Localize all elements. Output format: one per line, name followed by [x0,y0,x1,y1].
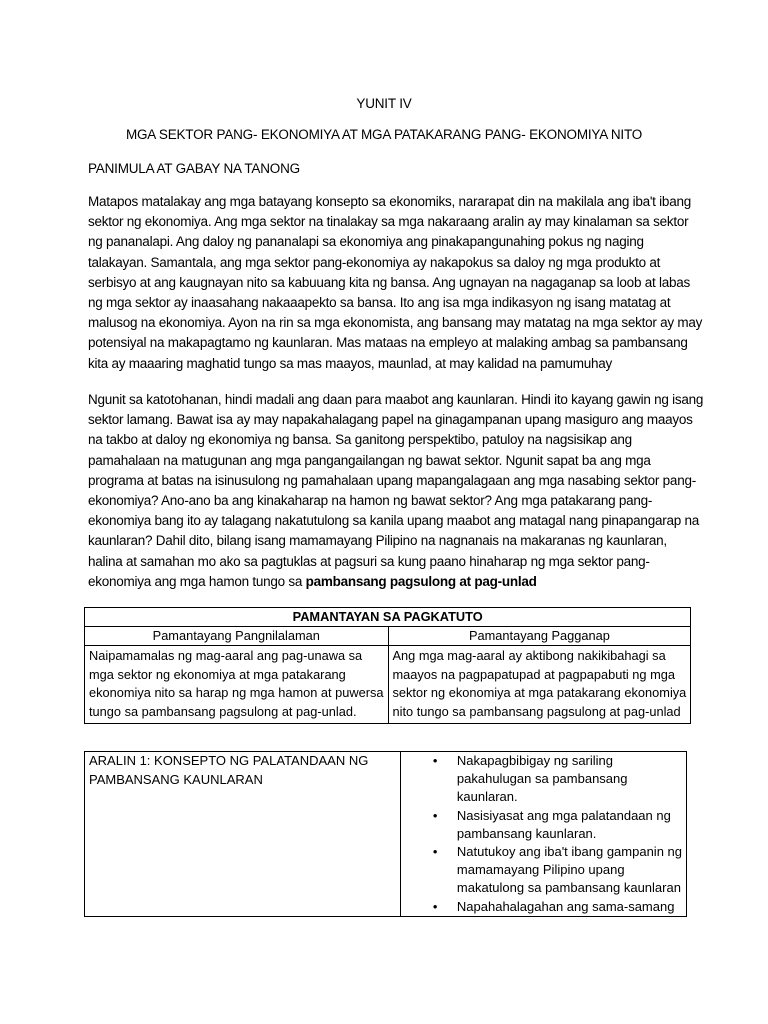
paragraph-line: ng pananalapi. Ang daloy ng pananalapi sa ekonomiya ang pinakapangunahing pokus ng naging [88,234,644,250]
lesson-objectives-cell [400,752,686,917]
content-standard-cell [85,646,389,724]
objective-line: makatulong sa pambansang kaunlaran [456,880,681,896]
objective-line: Nasisiyasat ang mga palatandaan ng [456,807,671,823]
cell-line: maayos na pagpapatupad at pagpapabuti ng mga [392,666,675,682]
cell-line: Ang mga mag-aaral ay aktibong nakikibahagi sa [392,648,666,663]
objective-line: pambansang kaunlaran. [456,825,597,841]
learning-standards-table [84,607,691,724]
second-paragraph [88,390,704,592]
paragraph-line: sektor ng ekonomiya. Ang mga sektor na tinalakay sa mga nakaraang aralin ay may kinalaman sa sektor [88,214,689,230]
paragraph-last-line [88,572,688,592]
performance-standard-header: Pamantayang Pagganap [388,627,691,646]
paragraph-line: Matapos matalakay ang mga batayang konsepto sa ekonomiks, nararapat din na makilala ang iba't ibang [88,194,691,209]
lesson-title-line: ARALIN 1: KONSEPTO NG PALATANDAAN NG [89,753,369,768]
objective-item [432,807,682,843]
objectives-list [405,752,682,916]
content-standard-header: Pamantayang Pangnilalaman [85,627,389,646]
cell-line: Naipamamalas ng mag-aaral ang pag-unawa sa [89,648,363,663]
standards-table-heading: PAMANTAYAN SA PAGKATUTO [85,608,691,627]
bullet-icon: • [432,753,438,768]
paragraph-line: ng mga sektor ay inaasahang nakaaapekto sa bansa. Ito ang isa mga indikasyon ng isang matatag at [88,295,671,311]
paragraph-line: kaunlaran? Dahil dito, bilang isang mamamayang Pilipino na nagnanais na makaranas ng kaunlaran, [88,533,667,549]
cell-line: nito tungo sa pambansang pagsulong at pag-unlad [392,703,681,719]
paragraph-line: potensiyal na makapagtamo ng kaunlaran. Mas mataas na empleyo at malaking ambag sa pambansang [88,335,688,351]
cell-line: mga sektor ng ekonomiya at mga patakarang [89,666,346,682]
bullet-icon: • [432,898,438,914]
objective-item [432,843,682,898]
objective-line: pakahulugan sa pambansang [456,771,628,787]
lesson-table [84,751,687,917]
intro-paragraph [88,192,703,374]
cell-line: tungo sa pambansang pagsulong at pag-unlad. [89,703,357,719]
paragraph-line: ekonomiya? Ano-ano ba ang kinakaharap na hamon ng bawat sektor? Ang mga patakarang pang- [88,493,653,509]
performance-standard-cell [388,646,691,724]
paragraph-line: halina at samahan mo ako sa pagtuklas at pagsuri sa kung paano hinaharap ng mga sektor pang- [88,553,650,569]
paragraph-line: talakayan. Samantala, ang mga sektor pang-ekonomiya ay nakapokus sa daloy ng mga produkto at [88,254,661,270]
objective-item [432,898,682,916]
cell-line: ekonomiya nito sa harap ng mga hamon at puwersa [89,685,384,700]
paragraph-line: programa at batas na isinusulong ng pamahalaan upang mapangalagaan ang mga nasabing sektor pang- [88,472,696,488]
bullet-icon: • [432,807,438,823]
paragraph-line: pamahalaan na matugunan ang mga pangangailangan ng bawat sektor. Ngunit sapat ba ang mga [88,452,651,468]
cell-line: sektor ng ekonomiya at mga patakarang ekonomiya [392,685,687,700]
emphasis-phrase: pambansang pagsulong at pag-unlad [305,573,537,589]
objective-line: kaunlaran. [456,789,518,805]
objective-line: mamamayang Pilipino upang [456,862,625,878]
paragraph-line: malusog na ekonomiya. Ayon na rin sa mga ekonomista, ang bansang may matatag na mga sektor ay may [88,315,703,331]
bullet-icon: • [432,844,438,860]
section-heading: PANIMULA AT GABAY NA TANONG [88,161,300,176]
unit-title: YUNIT IV [356,96,412,111]
paragraph-last-line-text: ekonomiya ang mga hamon tungo sa [88,573,306,589]
paragraph-line: serbisyo at ang kaugnayan nito sa kabuuang kita ng bansa. Ang ugnayan na nagaganap sa loob at labas [88,274,690,290]
lesson-title-line: PAMBANSANG KAUNLARAN [89,771,263,787]
lesson-title-cell [85,752,401,917]
objective-line: Natutukoy ang iba't ibang gampanin ng [456,844,682,860]
paragraph-line: Ngunit sa katotohanan, hindi madali ang daan para maabot ang kaunlaran. Hindi ito kayang gawin ng isang [88,392,704,407]
objective-line: Nakapagbibigay ng sariling [456,753,614,768]
objective-line: Napahahalagahan ang sama-samang [456,898,675,914]
objective-item [432,752,682,807]
paragraph-line: kita ay maaaring maghatid tungo sa mas maayos, maunlad, at may kalidad na pamumuhay [88,355,613,371]
document-title: MGA SEKTOR PANG- EKONOMIYA AT MGA PATAKARANG PANG- EKONOMIYA NITO [125,127,643,142]
paragraph-line: na takbo at daloy ng ekonomiya ng bansa. Sa ganitong perspektibo, patuloy na nagsisikap ang [88,432,632,448]
paragraph-line: ekonomiya bang ito ay talagang nakatutulong sa kanila upang maabot ang matagal nang pinapangarap na [88,513,699,529]
paragraph-line: sektor lamang. Bawat isa ay may napakahalagang papel na ginagampanan upang masiguro ang maayos [88,412,693,428]
